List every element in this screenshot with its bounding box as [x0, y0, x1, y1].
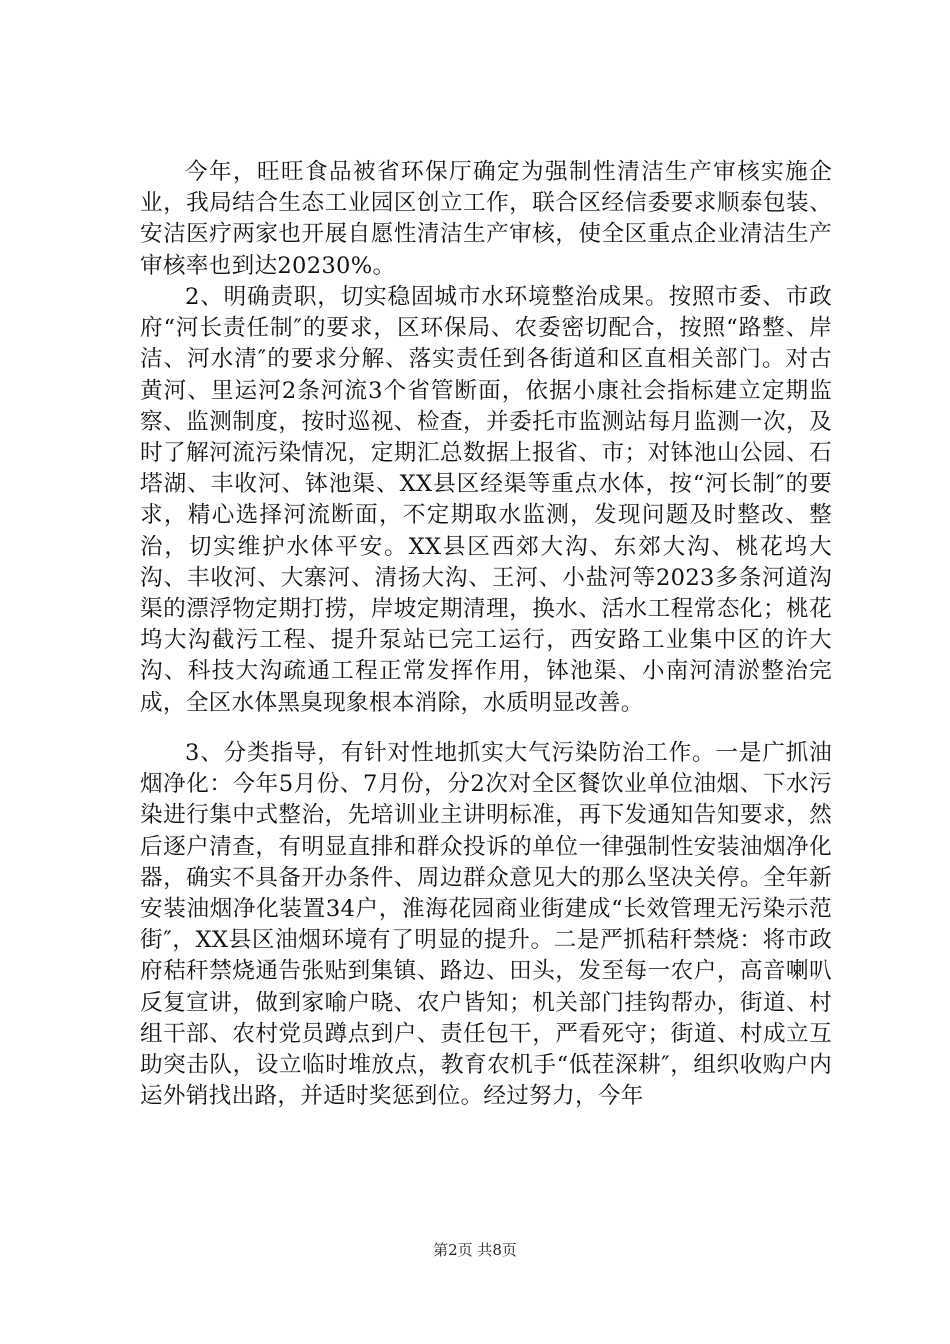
page-number-footer: 第2页 共8页 [433, 1241, 517, 1259]
paragraph-clean-production-audit: 今年，旺旺食品被省环保厅确定为强制性清洁生产审核实施企业，我局结合生态工业园区创立工作，联合区经信委要求顺泰包装、安洁医疗两家也开展自愿性清洁生产审核，使全区重点企业清洁生产审核率也到达20230%。 [140, 159, 832, 279]
paragraph-water-environment: 2、明确责职，切实稳固城市水环境整治成果。按照市委、市政府“河长责任制″的要求，区环保局、农委密切配合，按照“路整、岸洁、河水清″的要求分解、落实责任到各街道和区直相关部门。对古黄河、里运河2条河流3个省管断面，依据小康社会指标建立定期监察、监测制度，按时巡视、检查，并委托市监测站每月监测一次，及时了解河流污染情况，定期汇总数据上报省、市；对钵池山公园、石塔湖、丰收河、钵池渠、XX县区经渠等重点水体，按“河长制″的要求，精心选择河流断面，不定期取水监测，发现问题及时整改、整治，切实维护水体平安。XX县区西郊大沟、东郊大沟、桃花坞大沟、丰收河、大寨河、清扬大沟、王河、小盐河等2023多条河道沟渠的漂浮物定期打捞，岸坡定期清理，换水、活水工程常态化；桃花坞大沟截污工程、提升泵站已完工运行，西安路工业集中区的许大沟、科技大沟疏通工程正常发挥作用，钵池渠、小南河清淤整治完成，全区水体黑臭现象根本消除，水质明显改善。 [140, 284, 832, 716]
paragraph-air-pollution: 3、分类指导，有针对性地抓实大气污染防治工作。一是广抓油烟净化：今年5月份、7月份，分2次对全区餐饮业单位油烟、下水污染进行集中式整治，先培训业主讲明标准，再下发通知告知要求，然后逐户清查，有明显直排和群众投诉的单位一律强制性安装油烟净化器，确实不具备开办条件、周边群众意见大的那么坚决关停。全年新安装油烟净化装置34户，淮海花园商业街建成“长效管理无污染示范街″，XX县区油烟环境有了明显的提升。二是严抓秸秆禁烧：将市政府秸秆禁烧通告张贴到集镇、路边、田头，发至每一农户，高音喇叭反复宣讲，做到家喻户晓、农户皆知；机关部门挂钩帮办，街道、村组干部、农村党员蹲点到户、责任包干，严看死守；街道、村成立互助突击队，设立临时堆放点，教育农机手“低茬深耕″，组织收购户内运外销找出路，并适时奖惩到位。经过努力，今年 [140, 740, 832, 1110]
